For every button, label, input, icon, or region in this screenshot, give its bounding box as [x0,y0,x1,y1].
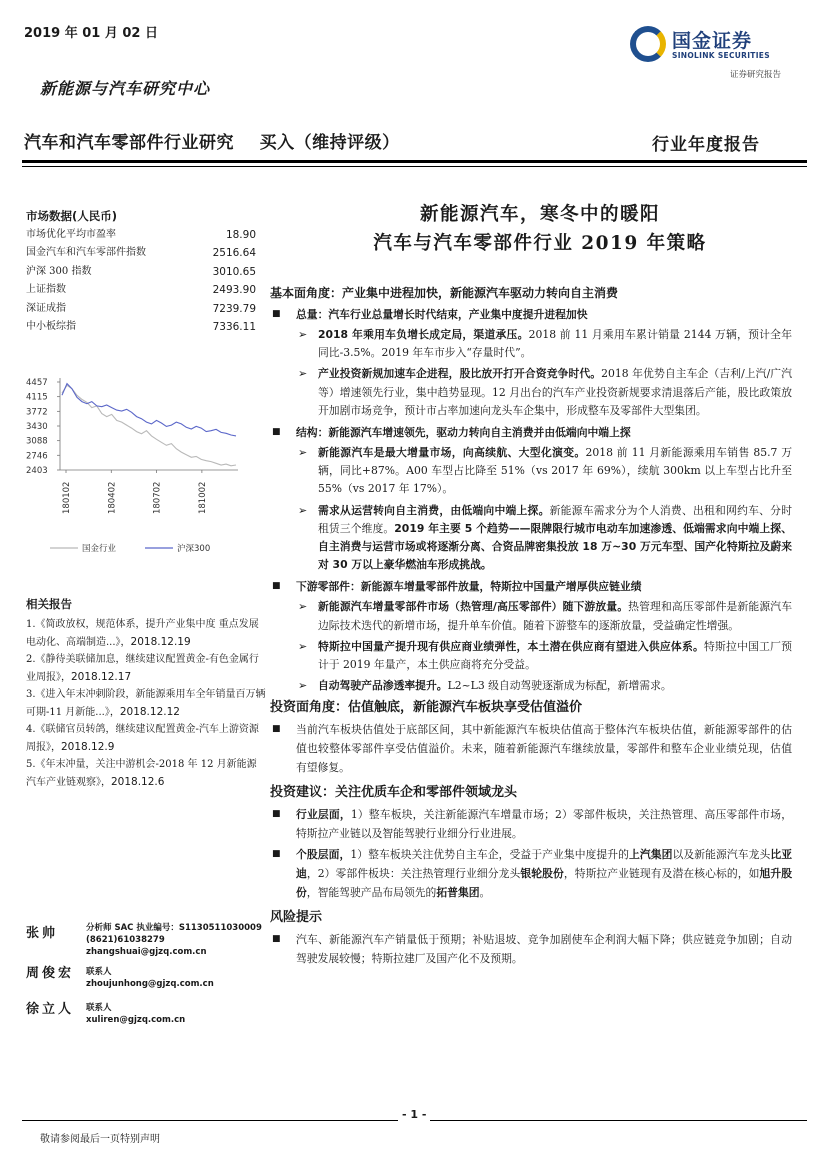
main-title [270,200,810,258]
related-report-title: 3.《进入年末冲刺阶段，新能源乘用车全年销量百万辆可期-11 月新能...》， [26,689,266,718]
stock-name: 银轮股份 [520,867,564,881]
market-row [26,300,256,318]
market-row [26,244,256,262]
analyst-phone: (8621)61038279 [86,935,165,945]
x-tick-label: 181002 [197,481,208,514]
stock-name: 上汽集团 [629,848,673,862]
market-label: 市场优化平均市盈率 [26,229,116,240]
y-tick-label: 4457 [26,378,48,388]
market-row [26,281,256,299]
market-value: 7336.11 [212,320,256,333]
related-report-title: 4.《联储官员转鸽，继续建议配置黄金-汽车上游资源周报》， [26,724,259,753]
section-advice: 投资建议：关注优质车企和零部件领域龙头 [270,785,518,801]
related-report-item[interactable] [26,651,266,686]
analyst-info [86,922,262,958]
analyst-sac: 分析师 SAC 执业编号：S1130511030009 [86,923,262,933]
footer-disclaimer: 敬请参阅最后一页特别声明 [40,1134,160,1145]
x-tick-label: 180702 [152,481,163,514]
report-type: 行业年度报告 [652,135,760,155]
bullet-text: ，2）零部件板块：关注热管理行业细分龙头 [306,867,521,881]
bullet-downstream: ■ 下游零部件：新能源车增量零部件放量，特斯拉中国量产增厚供应链业绩 [270,577,792,596]
sub-bullet [270,638,792,674]
sub-bullet-text: 特斯拉中国工厂预计于 2019 年量产，本土供应商将充分受益。 [318,639,792,672]
related-report-date: 2018.12.19 [130,635,191,648]
bullet-industry [270,805,792,843]
logo-en: SINOLINK SECURITIES [672,51,770,60]
research-center: 新能源与汽车研究中心 [40,79,211,98]
sub-bullet-text: 热管理和高压零部件是新能源汽车边际技术迭代的新增市场，提升单车价值。随着下游整车的逐渐放量，受益确定性增强。 [318,600,792,632]
page-number: - 1 - [398,1108,430,1121]
market-row [26,263,256,281]
y-tick-label: 2403 [26,466,48,476]
market-value: 7239.79 [212,302,256,315]
section-investment: 投资面角度：估值触底，新能源汽车板块享受估值溢价 [270,700,583,716]
sub-bullet [270,598,792,634]
sub-bullet-text: 新能源车需求分为个人消费、出租和网约车、分时租赁三个维度。 [318,503,793,535]
related-report-item[interactable] [26,616,266,651]
bullet-total: ■ 总量：汽车行业总量增长时代结束，产业集中度提升进程加快 [270,305,792,324]
y-tick-label: 3088 [26,436,48,447]
sub-bullet-text: 2018 前 11 月新能源乘用车销售 85.7 万辆，同比+87%。A00 车型占比降至 51%（vs 2017 年 69%），续航 300km 以上车型占比升至 55%（vs 2017 年 17%）。 [318,446,792,496]
report-body [270,283,792,970]
market-label: 中小板综指 [26,320,76,332]
bullet-text: 1）整车板块关注优势自主车企，受益于产业集中度提升的 [350,848,630,862]
market-value: 18.90 [225,229,256,241]
sub-bullet-key: 特斯拉中国量产提升现有供应商业绩弹性，本土潜在供应商有望进入供应体系。 [318,639,704,653]
report-date: 2019 年 01 月 02 日 [24,26,158,41]
sub-bullet-key: 新能源汽车增量零部件市场（热管理/高压零部件）随下游放量。 [318,600,629,614]
y-tick-label: 4115 [26,392,48,403]
logo-mark-icon [630,26,666,62]
x-tick-label: 180402 [107,481,118,514]
x-tick-label: 180102 [62,481,72,514]
industry-rating: 汽车和汽车零部件行业研究 买入（维持评级） [24,133,400,153]
sub-bullet [270,677,792,695]
sub-bullet-key: 2018 年乘用车负增长成定局，渠道承压。 [318,328,529,341]
sub-bullet-key: 2019 年主要 5 个趋势——限牌限行城市电动车加速渗透、低端需求向中端上探、自主消费与运营市场或将逐渐分离、合资品牌密集投放 18 万~30 万元车型、国产化特斯拉及蔚来对 30 万以上豪华燃油车形成挑战。 [318,521,792,572]
market-label: 上证指数 [26,284,66,296]
bullet-key: 行业层面， [296,808,351,822]
related-report-date: 2018.12.17 [71,670,132,683]
bullet-text: 以及新能源汽车龙头 [672,848,771,862]
market-label: 深证成指 [26,302,66,314]
sub-bullet-key: 自动驾驶产品渗透率提升。 [318,679,448,693]
section-fundamentals: 基本面角度：产业集中进程加快，新能源汽车驱动力转向自主消费 [270,286,619,300]
bullet-structure: ■ 结构：新能源汽车增速领先，驱动力转向自主消费并由低端向中端上探 [270,423,792,442]
analyst-name: 张帅 [26,926,59,941]
sub-bullet-text: 2018 前 11 月乘用车累计销量 2144 万辆，预计全年同比-3.5%。2019 年车市步入“存量时代”。 [318,328,792,360]
market-value: 3010.65 [212,265,256,278]
related-report-title: 2.《静待美联储加息，继续建议配置黄金-有色金属行业周报》， [26,654,259,683]
y-tick-label: 3772 [26,407,48,418]
related-report-date: 2018.12.12 [119,705,180,718]
sub-bullet-text: 2018 年优势自主车企（吉利/上汽/广汽等）增速领先行业，集中趋势显现。12 月出台的汽车产业投资新规要求清退落后产能，股比政策放开加剧市场竞争，预计市占率加速向龙头车企集中，形成整车及零部件大型集团。 [318,367,792,417]
related-report-item[interactable] [26,686,266,721]
header-rule-thin [22,166,807,167]
y-tick-label: 3430 [26,422,48,432]
analyst-name: 周俊宏 [26,966,75,981]
sub-bullet [270,444,792,499]
bullet-text: ，智能驾驶产品布局领先的 [306,886,437,900]
analyst-name: 徐立人 [26,1002,75,1017]
bullet-stocks [270,845,792,902]
analyst-role: 联系人 [86,967,112,977]
stock-name: 拓普集团 [436,886,480,900]
analyst-info [86,1002,185,1026]
sub-bullet [270,502,792,575]
analyst-role: 联系人 [86,1003,112,1013]
related-report-item[interactable] [26,756,266,791]
analyst-email[interactable]: zhangshuai@gjzq.com.cn [86,947,207,957]
sub-bullet [270,365,792,420]
main-title-line2: 汽车与汽车零部件行业 2019 年策略 [373,233,707,254]
market-value: 2493.90 [212,284,256,297]
analyst-info [86,966,214,990]
market-row [26,318,256,336]
bullet-text: ，特斯拉产业链现有及潜在核心标的，如 [563,867,760,881]
market-label: 沪深 300 指数 [26,265,92,277]
analyst-email[interactable]: xuliren@gjzq.com.cn [86,1015,186,1025]
related-report-item[interactable] [26,721,266,756]
related-report-title: 5.《年末冲量，关注中游机会-2018 年 12 月新能源汽车产业链观察》， [26,759,257,788]
main-title-line1: 新能源汽车，寒冬中的暖阳 [419,204,660,225]
market-data [26,208,256,336]
related-report-date: 2018.12.9 [61,740,115,753]
related-title: 相关报告 [26,597,72,611]
legend-label: 国金行业 [82,544,117,554]
legend-label: 沪深300 [177,544,211,554]
bullet-valuation: ■ 当前汽车板块估值处于底部区间，其中新能源汽车板块估值高于整体汽车板块估值，新能源零部件的估值也较整体零部件享受估值溢价。未来，随着新能源汽车继续放量，零部件和整车企业业绩兑现，估值有望修复。 [270,720,792,777]
sub-bullet-key: 需求从运营转向自主消费，由低端向中端上探。 [318,503,550,517]
market-label: 国金汽车和汽车零部件指数 [26,247,146,259]
sub-bullet-key: 新能源汽车是最大增量市场，向高续航、大型化演变。 [318,446,586,460]
bullet-risks: ■ 汽车、新能源汽车产销量低于预期；补贴退坡、竞争加剧使车企利润大幅下降；供应链竞争加剧；自动驾驶发展较慢；特斯拉建厂及国产化不及预期。 [270,930,792,968]
series-line-1 [62,384,236,436]
related-reports [26,596,266,791]
market-value: 2516.64 [212,247,256,260]
sub-bullet-text: L2~L3 级自动驾驶逐渐成为标配，新增需求。 [447,679,672,693]
related-report-title: 1.《简政放权，规范体系，提升产业集中度 重点发展电动化、高端制造...》， [26,619,259,648]
market-data-title: 市场数据(人民币) [26,209,118,223]
header-rule [22,160,807,163]
series-line-0 [62,385,236,466]
analyst-email[interactable]: zhoujunhong@gjzq.com.cn [86,979,214,989]
sub-bullet-key: 产业投资新规加速车企进程，股比放开打开合资竞争时代。 [318,367,602,381]
stock-name: 旭升股份 [296,867,793,900]
sinolink-logo [630,24,800,70]
logo-cn: 国金证券 [672,30,753,52]
bullet-key: 个股层面， [296,848,351,862]
bullet-text: 1）整车板块，关注新能源汽车增量市场；2）零部件板块，关注热管理、高压零部件市场，特斯拉产业链以及智能驾驶行业细分行业进展。 [296,808,792,841]
bullet-text: 。 [479,886,491,900]
index-chart [20,370,260,570]
related-report-date: 2018.12.6 [111,775,165,788]
stock-name: 比亚迪 [296,848,793,881]
report-kind: 证券研究报告 [730,70,782,80]
market-row [26,226,256,244]
y-tick-label: 2746 [26,451,48,462]
sub-bullet [270,326,792,362]
section-risks: 风险提示 [270,910,323,926]
